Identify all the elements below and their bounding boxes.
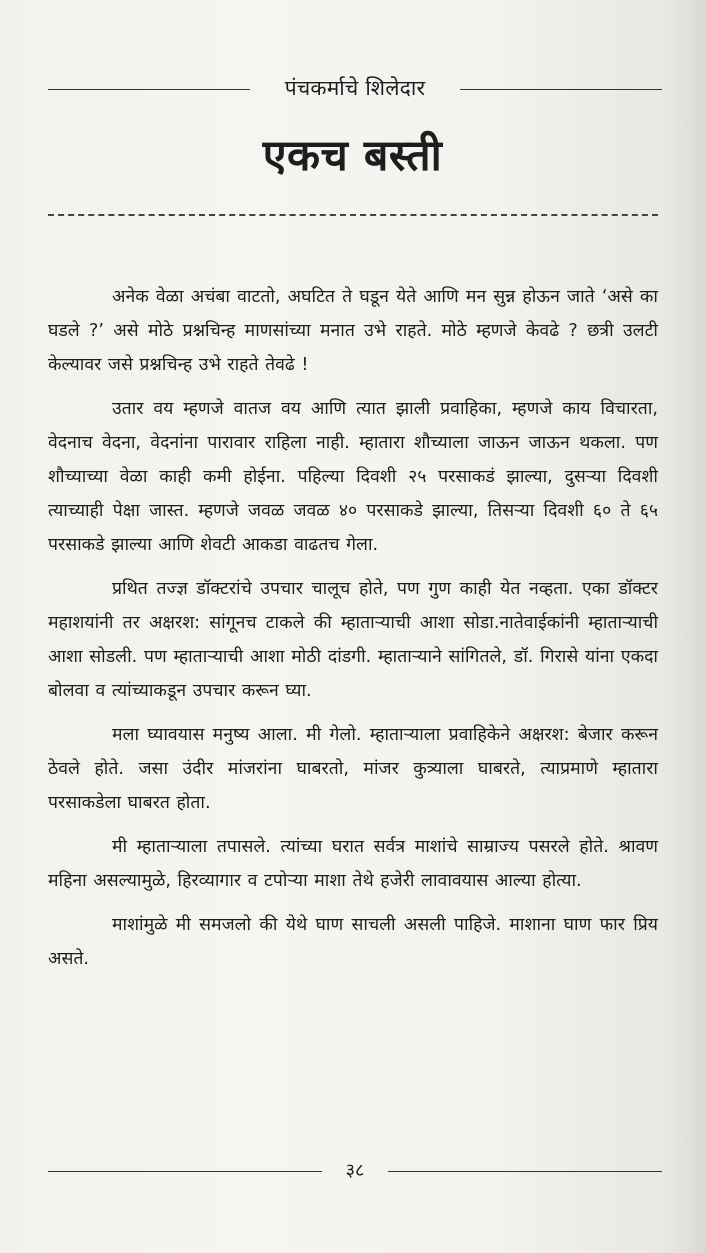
footer-rule-left <box>48 1171 322 1172</box>
running-header <box>48 72 662 106</box>
paragraph: प्रथित तज्ज्ञ डॉक्टरांचे उपचार चालूच होते, पण गुण काही येत नव्हता. एका डॉक्टर महाशयांनी तर अक्षरश: सांगूनच टाकले की म्हाताऱ्याची आशा सोडा.नातेवाईकांनी म्हाताऱ्याची आशा सोडली. पण म्हाताऱ्याची आशा मोठी दांडगी. म्हाताऱ्याने सांगितले, डॉ. गिरासे यांना एकदा बोलवा व त्यांच्याकडून उपचार करून घ्या. <box>48 579 658 701</box>
page-edge-shadow <box>665 0 705 1253</box>
footer-rule-right <box>388 1171 662 1172</box>
header-rule-left <box>48 89 250 91</box>
page-number: ३८ <box>345 1160 365 1181</box>
paragraph: माशांमुळे मी समजलो की येथे घाण साचली असली पाहिजे. माशाना घाण फार प्रिय असते. <box>48 915 658 969</box>
chapter-title: एकच बस्ती <box>262 131 443 181</box>
paragraph: उतार वय म्हणजे वातज वय आणि त्यात झाली प्रवाहिका, म्हणजे काय विचारता, वेदनाच वेदना, वेदनांना पारावार राहिला नाही. म्हातारा शौच्याला जाऊन जाऊन थकला. पण शौच्याच्या वेळा काही कमी होईना. पहिल्या दिवशी २५ परसाकडं झाल्या, दुसऱ्या दिवशी त्याच्याही पेक्षा जास्त. म्हणजे जवळ जवळ ४० परसाकडे झाल्या, तिसऱ्या दिवशी ६० ते ६५ परसाकडे झाल्या आणि शेवटी आकडा वाढतच गेला. <box>48 399 658 555</box>
paragraph: मी म्हाताऱ्याला तपासले. त्यांच्या घरात सर्वत्र माशांचे साम्राज्य पसरले होते. श्रावण महिना असल्यामुळे, हिरव्यागार व टपोऱ्या माशा तेथे हजेरी लावावयास आल्या होत्या. <box>48 837 658 891</box>
running-title: पंचकर्माचे शिलेदार <box>284 76 426 100</box>
title-dashed-divider <box>48 214 658 216</box>
paragraph: अनेक वेळा अचंबा वाटतो, अघटित ते घडून येते आणि मन सुन्न होऊन जाते ‘असे का घडले ?’ असे मोठे प्रश्नचिन्ह माणसांच्या मनात उभे राहते. मोठे म्हणजे केवढे ? छत्री उलटी केल्यावर जसे प्रश्नचिन्ह उभे राहते तेवढे ! <box>48 287 658 375</box>
page-footer <box>48 1160 662 1184</box>
header-rule-right <box>460 89 662 91</box>
paragraph: मला घ्यावयास मनुष्य आला. मी गेलो. म्हाताऱ्याला प्रवाहिकेने अक्षरश: बेजार करून ठेवले होते. जसा उंदीर मांजरांना घाबरतो, मांजर कुत्र्याला घाबरते, त्याप्रमाणे म्हातारा परसाकडेला घाबरत होता. <box>48 725 658 813</box>
body-text <box>48 280 658 986</box>
